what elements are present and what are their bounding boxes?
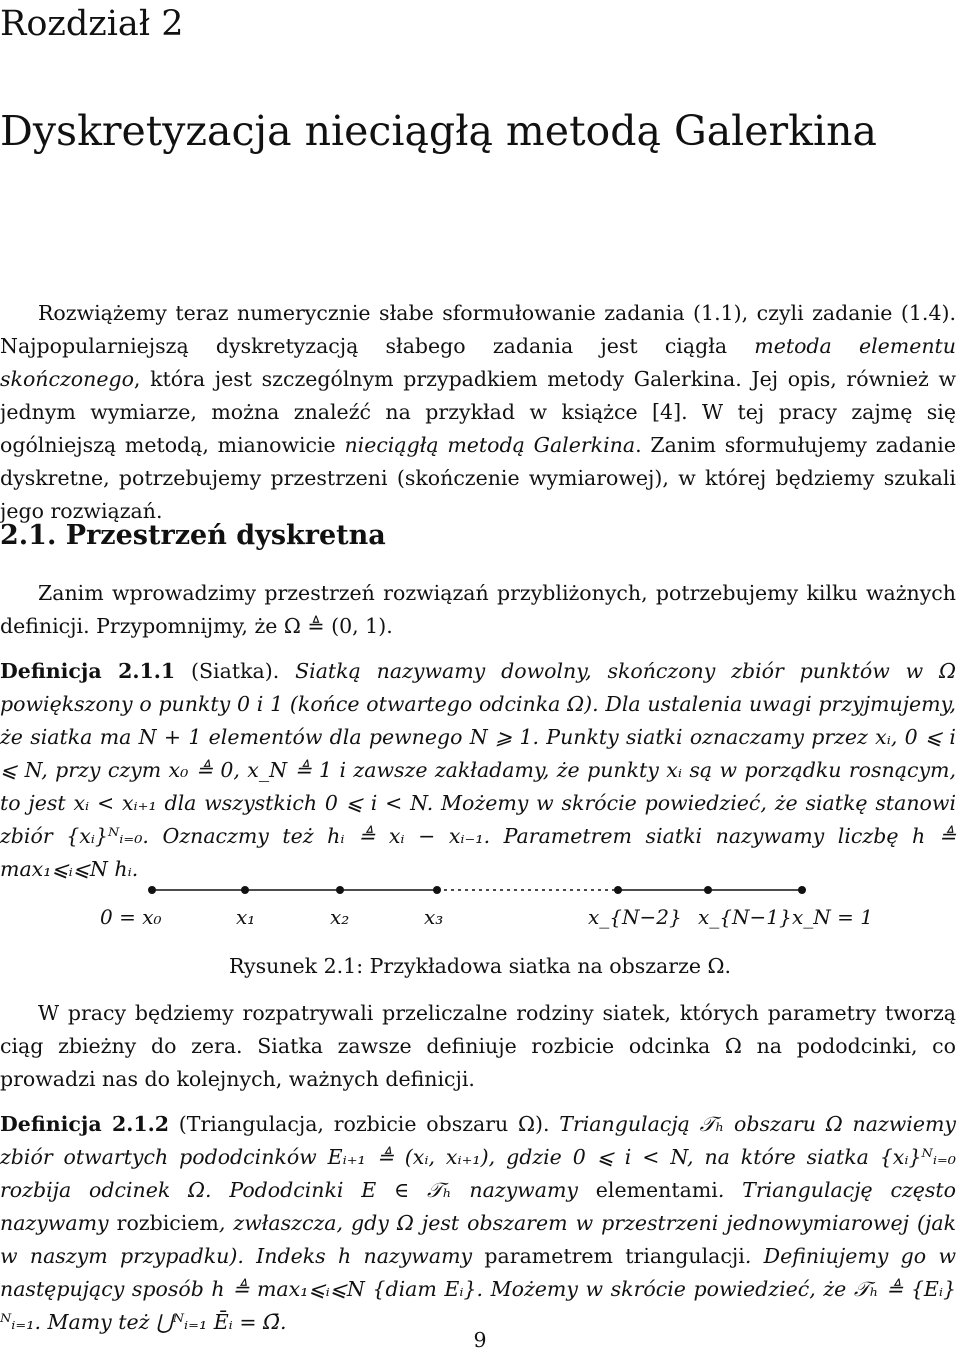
mesh-label: x_{N−1} — [698, 905, 792, 929]
mesh-node — [798, 886, 806, 894]
figure-caption: Rysunek 2.1: Przykładowa siatka na obszarze Ω. — [228, 954, 732, 978]
mesh-label: x₁ — [236, 905, 256, 929]
mesh-node — [148, 886, 156, 894]
mesh-node — [433, 886, 441, 894]
chapter-label: Rozdział 2 — [0, 4, 184, 44]
mesh-label: x₃ — [424, 905, 444, 929]
definition-heading: Definicja 2.1.1 — [0, 659, 176, 683]
mesh-node — [336, 886, 344, 894]
mesh-label: x_{N−2} — [588, 905, 682, 929]
definition-body: Siatką nazywamy dowolny, skończony zbiór punktów w Ω powiększony o punkty 0 i 1 (końce otwartego odcinka Ω). Dla ustalenia uwagi przyjmujemy, że siatka ma N + 1 elementów dla pewnego N ⩾ 1. Punkty siatki oznaczamy przez xᵢ, 0 ⩽ i ⩽ N, przy czym x₀ ≜ 0, x_N ≜ 1 i zawsze zakładamy, że punkty xᵢ są w porządku rosnącym, to jest xᵢ < xᵢ₊₁ dla wszystkich 0 ⩽ i < N. Możemy w skrócie powiedzieć, że siatkę stanowi zbiór {xᵢ}ᴺᵢ₌₀. Oznaczmy też hᵢ ≜ xᵢ − xᵢ₋₁. Parametrem siatki nazywamy liczbę h ≜ max₁⩽ᵢ⩽N hᵢ. — [0, 659, 957, 881]
definition-siatka: Definicja 2.1.1 (Siatka). Siatką nazywamy dowolny, skończony zbiór punktów w Ω powiększony o punkty 0 i 1 (końce otwartego odcinka Ω). Dla ustalenia uwagi przyjmujemy, że siatka ma N + 1 elementów dla pewnego N ⩾ 1. Punkty siatki oznaczamy przez xᵢ, 0 ⩽ i ⩽ N, przy czym x₀ ≜ 0, x_N ≜ 1 i zawsze zakładamy, że punkty xᵢ są w porządku rosnącym, to jest xᵢ < xᵢ₊₁ dla wszystkich 0 ⩽ i < N. Możemy w skrócie powiedzieć, że siatkę stanowi zbiór {xᵢ}ᴺᵢ₌₀. Oznaczmy też hᵢ ≜ xᵢ − xᵢ₋₁. Parametrem siatki nazywamy liczbę h ≜ max₁⩽ᵢ⩽N hᵢ. — [0, 659, 957, 881]
page-number: 9 — [473, 1328, 487, 1352]
mesh-node — [241, 886, 249, 894]
mesh-label: 0 = x₀ — [100, 905, 162, 929]
mesh-label: x₂ — [330, 905, 350, 929]
emphasis-dg: nieciągłą metodą Galerkina — [344, 433, 636, 457]
paragraph-after-figure: W pracy będziemy rozpatrywali przeliczalne rodziny siatek, których parametry tworzą ciąg zbieżny do zera. Siatka zawsze definiuje rozbicie odcinka Ω na pododcinki, co prowadzi nas do kolejnych, ważnych definicji. — [0, 1001, 956, 1091]
section-title: 2.1. Przestrzeń dyskretna — [0, 520, 386, 551]
section-paragraph: Zanim wprowadzimy przestrzeń rozwiązań przybliżonych, potrzebujemy kilku ważnych definicji. Przypomnijmy, że Ω ≜ (0, 1). — [0, 581, 956, 638]
emphasis-fem: metoda elementu skończonego — [0, 334, 956, 391]
mesh-node — [614, 886, 622, 894]
chapter-title: Dyskretyzacja nieciągłą metodą Galerkina — [0, 107, 877, 155]
definition-triangulacja: Definicja 2.1.2 (Triangulacja, rozbicie obszaru Ω). Triangulacją 𝒯ₕ obszaru Ω nazwiemy zbiór otwartych pododcinków Eᵢ₊₁ ≜ (xᵢ, xᵢ₊₁), gdzie 0 ⩽ i < N, na które siatka {xᵢ}ᴺᵢ₌₀ rozbija odcinek Ω. Pododcinki E ∈ 𝒯ₕ nazywamy elementami. Triangulację często nazywamy rozbiciem, zwłaszcza, gdy Ω jest obszarem w przestrzeni jednowymiarowej (jak w naszym przypadku). Indeks h nazywamy parametrem triangulacji. Definiujemy go w następujący sposób h ≜ max₁⩽ᵢ⩽N {diam Eᵢ}. Możemy w skrócie powiedzieć, że 𝒯ₕ ≜ {Eᵢ}ᴺᵢ₌₁. Mamy też ⋃ᴺᵢ₌₁ Ēᵢ = Ω̄. — [0, 1112, 956, 1334]
intro-paragraph: Rozwiążemy teraz numerycznie słabe sformułowanie zadania (1.1), czyli zadanie (1.4). Najpopularniejszą dyskretyzacją słabego zadania jest ciągła metoda elementu skończonego, która jest szczególnym przypadkiem metody Galerkina. Jej opis, również w jednym wymiarze, można znaleźć na przykład w książce [4]. W tej pracy zajmę się ogólniejszą metodą, mianowicie nieciągłą metodą Galerkina. Zanim sformułujemy zadanie dyskretne, potrzebujemy przestrzeni (skończenie wymiarowej), w której będziemy szukali jego rozwiązań. — [0, 301, 956, 523]
mesh-label: x_N = 1 — [792, 905, 873, 929]
mesh-node — [704, 886, 712, 894]
definition-heading: Definicja 2.1.2 — [0, 1112, 170, 1136]
mesh-figure — [0, 870, 960, 940]
